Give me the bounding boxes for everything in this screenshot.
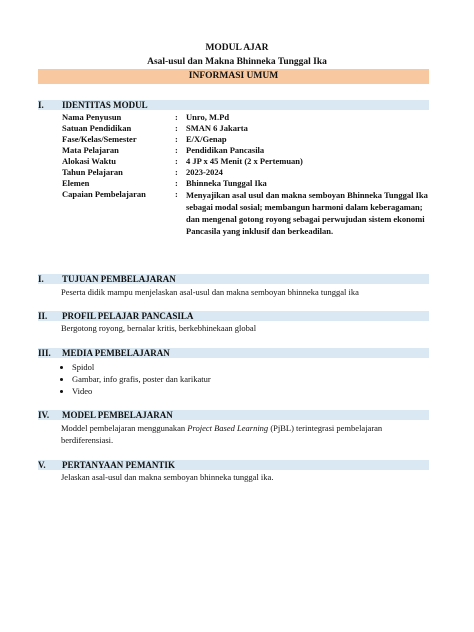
row-key: Nama Penyusun <box>62 112 122 122</box>
section-label: PROFIL PELAJAR PANCASILA <box>62 311 194 321</box>
section-number: V. <box>38 460 46 470</box>
identitas-table <box>60 112 431 237</box>
section-number: IV. <box>38 410 50 420</box>
section-label: IDENTITAS MODUL <box>62 100 148 110</box>
list-item: • Gambar, info grafis, poster dan karikatur <box>72 373 211 385</box>
pemantik-text: Jelaskan asal-usul dan makna semboyan bhinneka tunggal ika. <box>61 472 274 482</box>
row-colon: : <box>175 178 178 188</box>
section-label: MEDIA PEMBELAJARAN <box>62 348 170 358</box>
model-text <box>61 422 431 446</box>
row-value: 2023-2024 <box>186 167 223 177</box>
identitas-row <box>60 112 431 123</box>
section-media-header <box>38 348 429 358</box>
row-value: Bhinneka Tunggal Ika <box>186 178 267 188</box>
section-tujuan-header <box>38 274 429 284</box>
doc-title: MODUL AJAR <box>205 43 269 53</box>
profil-text: Bergotong royong, bernalar kritis, berkebhinekaan global <box>61 323 257 333</box>
row-key: Tahun Pelajaran <box>62 167 123 177</box>
doc-subtitle: Asal-usul dan Makna Bhinneka Tunggal Ika <box>147 57 327 67</box>
section-number: II. <box>38 311 48 321</box>
section-profil-header <box>38 311 429 321</box>
row-value: 4 JP x 45 Menit (2 x Pertemuan) <box>186 156 303 166</box>
row-colon: : <box>175 145 178 155</box>
identitas-row <box>60 145 431 156</box>
section-identitas-header <box>38 100 429 110</box>
row-value: Menyajikan asal usul dan makna semboyan Bhinneka Tunggal Ika sebagai modal sosial; membangun harmoni dalam keberagaman; dan mengenal gotong royong sebagai perwujudan sistem ekonomi Pancasila yang inklusif dan berkeadilan. <box>186 190 428 236</box>
row-key: Mata Pelajaran <box>62 145 119 155</box>
row-key: Satuan Pendidikan <box>62 123 132 133</box>
identitas-row <box>60 134 431 145</box>
row-colon: : <box>175 134 178 144</box>
info-banner: INFORMASI UMUM <box>38 69 429 84</box>
section-label: TUJUAN PEMBELAJARAN <box>62 274 176 284</box>
row-key: Capaian Pembelajaran <box>62 189 146 199</box>
row-colon: : <box>175 167 178 177</box>
model-text-before: Moddel pembelajaran menggunakan <box>61 423 188 433</box>
identitas-row <box>60 156 431 167</box>
section-model-header <box>38 410 429 420</box>
identitas-row <box>60 189 431 237</box>
section-label: PERTANYAAN PEMANTIK <box>62 460 175 470</box>
list-item: • Video <box>72 385 211 397</box>
model-text-after: (PjBL) terintegrasi pembelajaran berdiferensiasi. <box>61 423 383 445</box>
row-key: Fase/Kelas/Semester <box>62 134 137 144</box>
section-number: I. <box>38 274 44 284</box>
row-colon: : <box>175 189 178 199</box>
identitas-row <box>60 123 431 134</box>
identitas-row <box>60 178 431 189</box>
section-number: I. <box>38 100 44 110</box>
model-text-italic: Project Based Learning <box>187 423 269 433</box>
row-value: Unro, M.Pd <box>186 112 230 122</box>
identitas-row <box>60 167 431 178</box>
row-value: Pendidikan Pancasila <box>186 145 265 155</box>
row-value: E/X/Genap <box>186 134 227 144</box>
section-number: III. <box>38 348 51 358</box>
section-label: MODEL PEMBELAJARAN <box>62 410 173 420</box>
row-colon: : <box>175 123 178 133</box>
row-key: Alokasi Waktu <box>62 156 116 166</box>
row-colon: : <box>175 112 178 122</box>
list-item: • Spidol <box>72 361 211 373</box>
row-value: SMAN 6 Jakarta <box>186 123 248 133</box>
media-list <box>60 361 211 397</box>
section-pemantik-header <box>38 460 429 470</box>
tujuan-text: Peserta didik mampu menjelaskan asal-usul dan makna semboyan bhinneka tunggal ika <box>61 287 359 297</box>
row-key: Elemen <box>62 178 90 188</box>
row-colon: : <box>175 156 178 166</box>
